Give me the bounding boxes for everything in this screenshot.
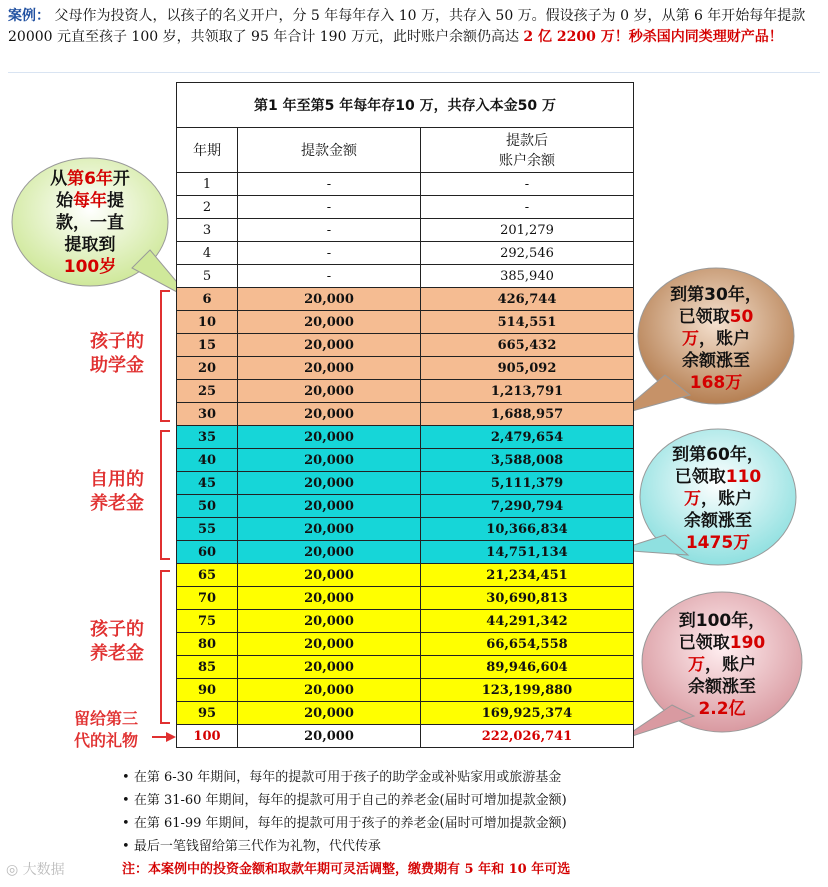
header-year: 年期 [177,128,238,173]
table-row [177,196,634,219]
table-row [177,334,634,357]
table-row [177,380,634,403]
cell-balance: 7,290,794 [421,495,634,518]
cell-year: 6 [177,288,238,311]
case-tag: 案例： [8,8,50,24]
cell-withdraw: 20,000 [238,518,421,541]
cell-withdraw: 20,000 [238,587,421,610]
warning-note: 注：本案例中的投资金额和取款年期可灵活调整，缴费期有 5 年和 10 年可选 [122,862,571,877]
cell-withdraw: 20,000 [238,656,421,679]
header-withdraw: 提款金额 [238,128,421,173]
table-row [177,725,634,748]
cell-balance: 514,551 [421,311,634,334]
table-row [177,633,634,656]
table-row [177,173,634,196]
cell-withdraw: - [238,242,421,265]
cell-balance: 21,234,451 [421,564,634,587]
table-row [177,679,634,702]
cell-withdraw: 20,000 [238,702,421,725]
table-row [177,311,634,334]
label-self: 自用的 养老金 [90,469,144,514]
cell-withdraw: 20,000 [238,449,421,472]
table-row [177,219,634,242]
cell-withdraw: 20,000 [238,610,421,633]
cell-balance: 89,946,604 [421,656,634,679]
cell-year: 10 [177,311,238,334]
header-balance: 提款后 账户余额 [421,128,634,173]
cell-balance: 222,026,741 [421,725,634,748]
cell-year: 90 [177,679,238,702]
intro-text-end: ！秒杀国内同类理财产品！ [614,29,783,45]
table-row [177,656,634,679]
cell-year: 4 [177,242,238,265]
cell-withdraw: 20,000 [238,541,421,564]
bubble-30: 到第30年， 已领取50 万，账户 余额涨至 168万 [670,285,762,393]
cell-year: 80 [177,633,238,656]
cell-balance: 5,111,379 [421,472,634,495]
savings-table [176,82,634,748]
table-row [177,403,634,426]
cell-balance: 10,366,834 [421,518,634,541]
cell-balance: 426,744 [421,288,634,311]
cell-balance: 3,588,008 [421,449,634,472]
cell-withdraw: 20,000 [238,633,421,656]
cell-withdraw: 20,000 [238,679,421,702]
cell-year: 65 [177,564,238,587]
table-row [177,357,634,380]
cell-year: 2 [177,196,238,219]
cell-year: 60 [177,541,238,564]
cell-withdraw: 20,000 [238,472,421,495]
table-row [177,541,634,564]
note-item: • 在第 31-60 年期间，每年的提款可用于自己的养老金(届时可增加提款金额) [122,789,570,812]
intro-text: 父母作为投资人，以孩子的名义开户，分 5 年每年存入 10 万，共存入 50 万。假设孩子为 0 岁，从第 6 年开始每年提款 20000 元直至孩子 100 岁，共领取了 95 年合计 190 万元，此时账户余额仍高达 [8,8,806,45]
cell-withdraw: - [238,196,421,219]
table-row [177,472,634,495]
cell-balance: 201,279 [421,219,634,242]
cell-balance: 44,291,342 [421,610,634,633]
cell-year: 20 [177,357,238,380]
cell-balance: 66,654,558 [421,633,634,656]
cell-year: 85 [177,656,238,679]
table-row [177,449,634,472]
cell-withdraw: 20,000 [238,564,421,587]
cell-withdraw: - [238,219,421,242]
cell-year: 1 [177,173,238,196]
note-item: • 在第 6-30 年期间，每年的提款可用于孩子的助学金或补贴家用或旅游基金 [122,766,570,789]
table-row [177,242,634,265]
cell-balance: 385,940 [421,265,634,288]
cell-year: 15 [177,334,238,357]
cell-balance: - [421,173,634,196]
cell-balance: 30,690,813 [421,587,634,610]
cell-balance: 292,546 [421,242,634,265]
cell-year: 70 [177,587,238,610]
cell-withdraw: 20,000 [238,403,421,426]
cell-withdraw: 20,000 [238,311,421,334]
cell-year: 40 [177,449,238,472]
cell-withdraw: 20,000 [238,725,421,748]
cell-year: 35 [177,426,238,449]
cell-year: 50 [177,495,238,518]
table-row [177,518,634,541]
cell-withdraw: 20,000 [238,380,421,403]
cell-year: 75 [177,610,238,633]
watermark: ◎ 大数据 [6,862,65,878]
cell-withdraw: - [238,173,421,196]
table-title: 第1 年至第5 年每年存10 万，共存入本金50 万 [177,83,634,128]
cell-withdraw: 20,000 [238,495,421,518]
table-row [177,426,634,449]
cell-balance: 905,092 [421,357,634,380]
cell-year: 100 [177,725,238,748]
table-row [177,587,634,610]
intro-highlight: 2 亿 2200 万 [523,29,615,45]
cell-balance: 1,213,791 [421,380,634,403]
table-row [177,564,634,587]
label-edu: 孩子的 助学金 [90,331,144,376]
cell-year: 55 [177,518,238,541]
cell-balance: 665,432 [421,334,634,357]
cell-withdraw: 20,000 [238,288,421,311]
cell-year: 95 [177,702,238,725]
cell-year: 5 [177,265,238,288]
bubble-start: 从第6年开 始每年提 款，一直 提取到 100岁 [50,169,130,277]
label-gift: 留给第三 代的礼物 [73,709,138,750]
cell-balance: 169,925,374 [421,702,634,725]
note-item: • 最后一笔钱留给第三代作为礼物，代代传承 [122,835,570,858]
cell-withdraw: 20,000 [238,426,421,449]
cell-withdraw: 20,000 [238,334,421,357]
cell-withdraw: 20,000 [238,357,421,380]
cell-year: 3 [177,219,238,242]
label-child: 孩子的 养老金 [90,619,144,664]
table-row [177,702,634,725]
cell-balance: 123,199,880 [421,679,634,702]
table-row [177,495,634,518]
watermark-logo-icon: ◎ [6,862,23,878]
cell-year: 45 [177,472,238,495]
table-row [177,265,634,288]
cell-balance: - [421,196,634,219]
table-row [177,610,634,633]
cell-balance: 1,688,957 [421,403,634,426]
cell-withdraw: - [238,265,421,288]
note-item: • 在第 61-99 年期间，每年的提款可用于孩子的养老金(届时可增加提款金额) [122,812,570,835]
bubble-100: 到100年， 已领取190 万，账户 余额涨至 2.2亿 [678,611,766,719]
cell-balance: 2,479,654 [421,426,634,449]
cell-balance: 14,751,134 [421,541,634,564]
cell-year: 30 [177,403,238,426]
bubble-60: 到第60年， 已领取110 万，账户 余额涨至 1475万 [672,445,764,553]
cell-year: 25 [177,380,238,403]
table-row [177,288,634,311]
notes-list [122,766,570,881]
